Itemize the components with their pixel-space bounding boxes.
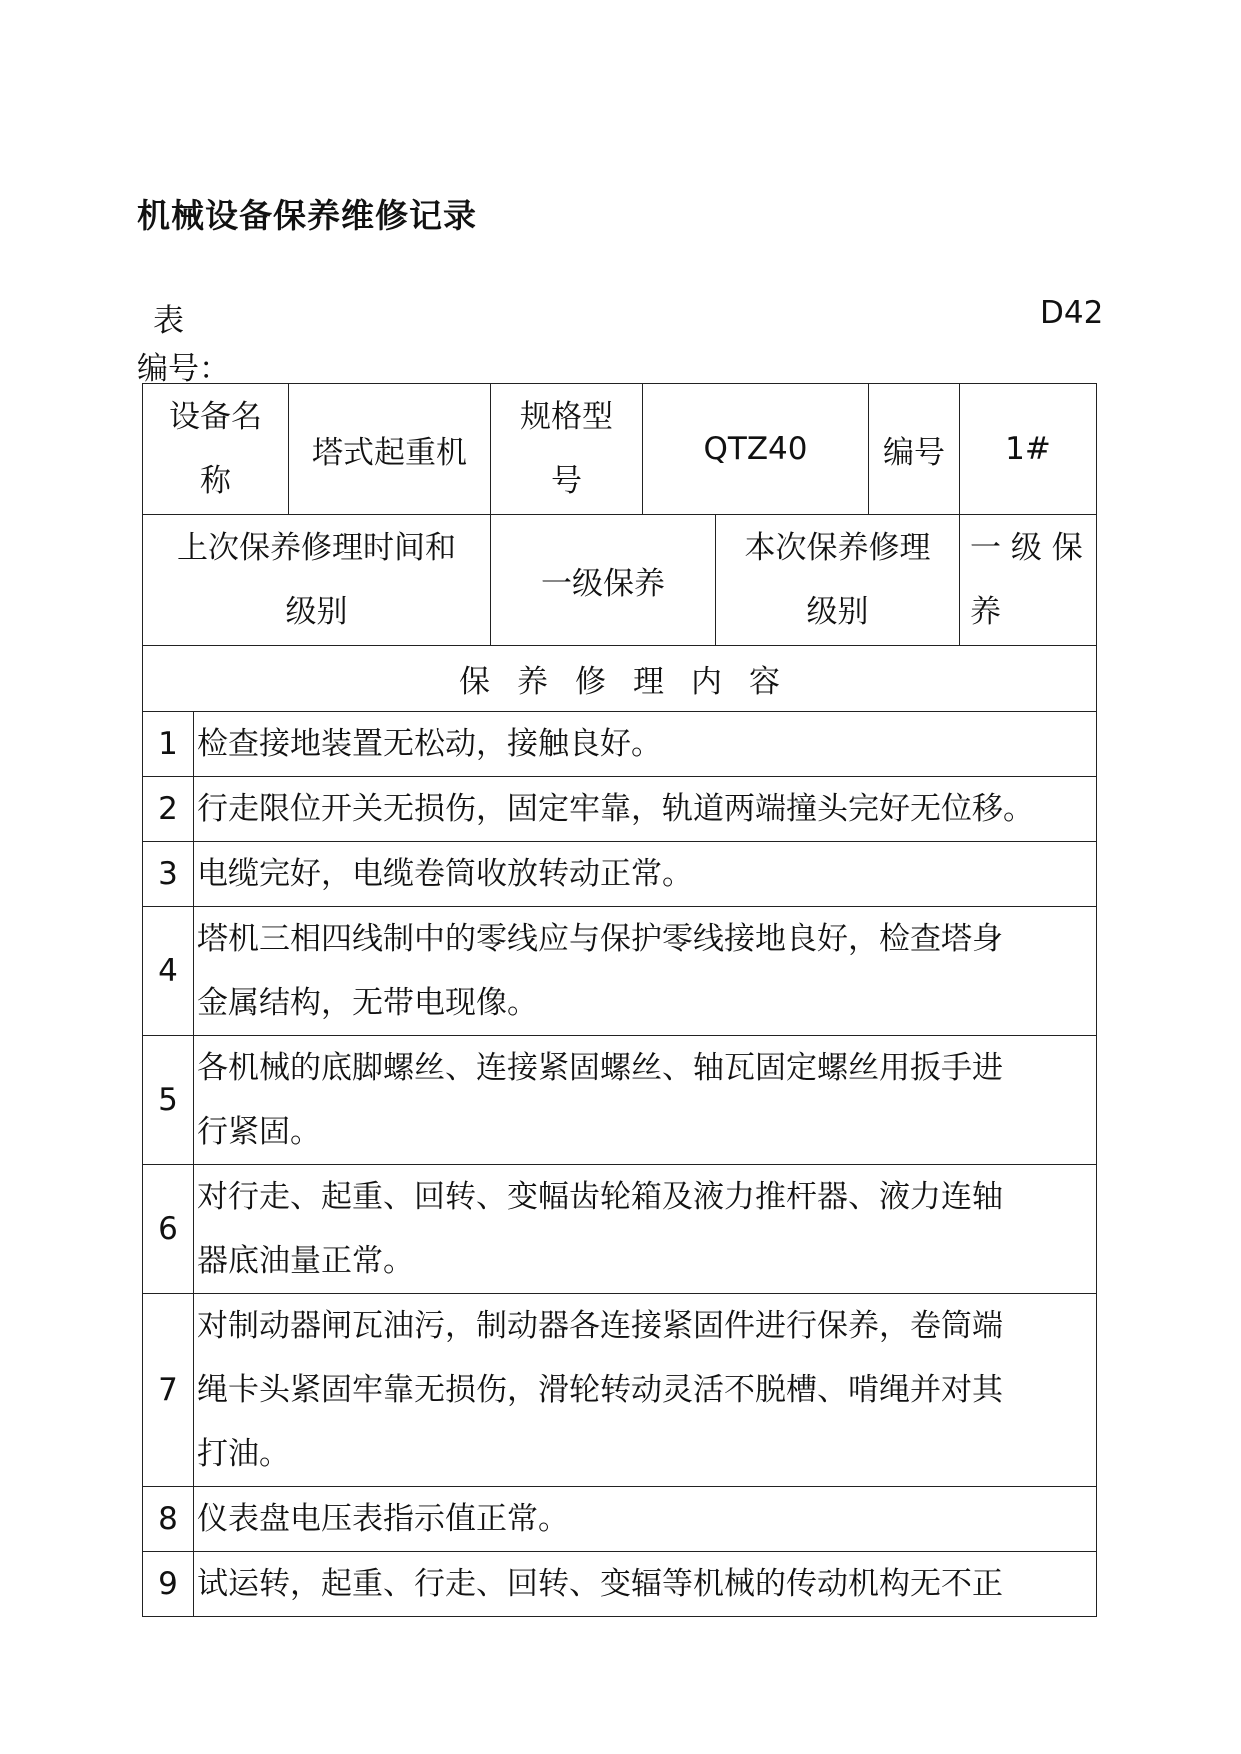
- item-number: 6: [143, 1165, 194, 1294]
- model-label: 规格型 号: [491, 384, 643, 515]
- form-number-label: 编号：: [137, 351, 230, 387]
- table-row: [143, 1036, 1097, 1165]
- document-title: 机械设备保养维修记录: [137, 196, 477, 235]
- maintenance-level-row: [143, 515, 1097, 646]
- equipment-info-row: [143, 384, 1097, 515]
- item-number: 5: [143, 1036, 194, 1165]
- item-content: 行走限位开关无损伤，固定牢靠，轨道两端撞头完好无位移。: [194, 777, 1097, 842]
- table-row: [143, 907, 1097, 1036]
- table-row: [143, 712, 1097, 777]
- content-heading: 保养修理内容: [143, 646, 1097, 712]
- serial-value: 1#: [960, 384, 1097, 515]
- item-content: 检查接地装置无松动，接触良好。: [194, 712, 1097, 777]
- form-number: D42: [1040, 295, 1104, 331]
- item-content: 各机械的底脚螺丝、连接紧固螺丝、轴瓦固定螺丝用扳手进 行紧固。: [194, 1036, 1097, 1165]
- item-content: 对制动器闸瓦油污，制动器各连接紧固件进行保养，卷筒端 绳卡头紧固牢靠无损伤，滑轮转动灵活不脱槽、啃绳并对其 打油。: [194, 1294, 1097, 1487]
- item-number: 1: [143, 712, 194, 777]
- item-content: 仪表盘电压表指示值正常。: [194, 1487, 1097, 1552]
- table-row: [143, 842, 1097, 907]
- content-heading-row: [143, 646, 1097, 712]
- item-number: 3: [143, 842, 194, 907]
- last-maintenance-label: 上次保养修理时间和 级别: [143, 515, 491, 646]
- table-row: [143, 1552, 1097, 1617]
- current-level-label: 本次保养修理 级别: [716, 515, 960, 646]
- current-level-value: 一 级 保 养: [960, 515, 1097, 646]
- table-row: [143, 1487, 1097, 1552]
- table-row: [143, 1165, 1097, 1294]
- table-row: [143, 1294, 1097, 1487]
- item-content: 塔机三相四线制中的零线应与保护零线接地良好，检查塔身 金属结构，无带电现像。: [194, 907, 1097, 1036]
- form-label: 表: [153, 303, 184, 339]
- item-number: 8: [143, 1487, 194, 1552]
- item-number: 2: [143, 777, 194, 842]
- serial-label: 编号: [869, 384, 960, 515]
- item-content: 对行走、起重、回转、变幅齿轮箱及液力推杆器、液力连轴 器底油量正常。: [194, 1165, 1097, 1294]
- model-value: QTZ40: [643, 384, 869, 515]
- maintenance-record-table: [142, 383, 1097, 1617]
- item-number: 7: [143, 1294, 194, 1487]
- item-content: 试运转，起重、行走、回转、变辐等机械的传动机构无不正: [194, 1552, 1097, 1617]
- equipment-name-label: 设备名 称: [143, 384, 289, 515]
- item-number: 9: [143, 1552, 194, 1617]
- last-maintenance-value: 一级保养: [491, 515, 716, 646]
- item-content: 电缆完好，电缆卷筒收放转动正常。: [194, 842, 1097, 907]
- item-number: 4: [143, 907, 194, 1036]
- equipment-name-value: 塔式起重机: [289, 384, 491, 515]
- table-row: [143, 777, 1097, 842]
